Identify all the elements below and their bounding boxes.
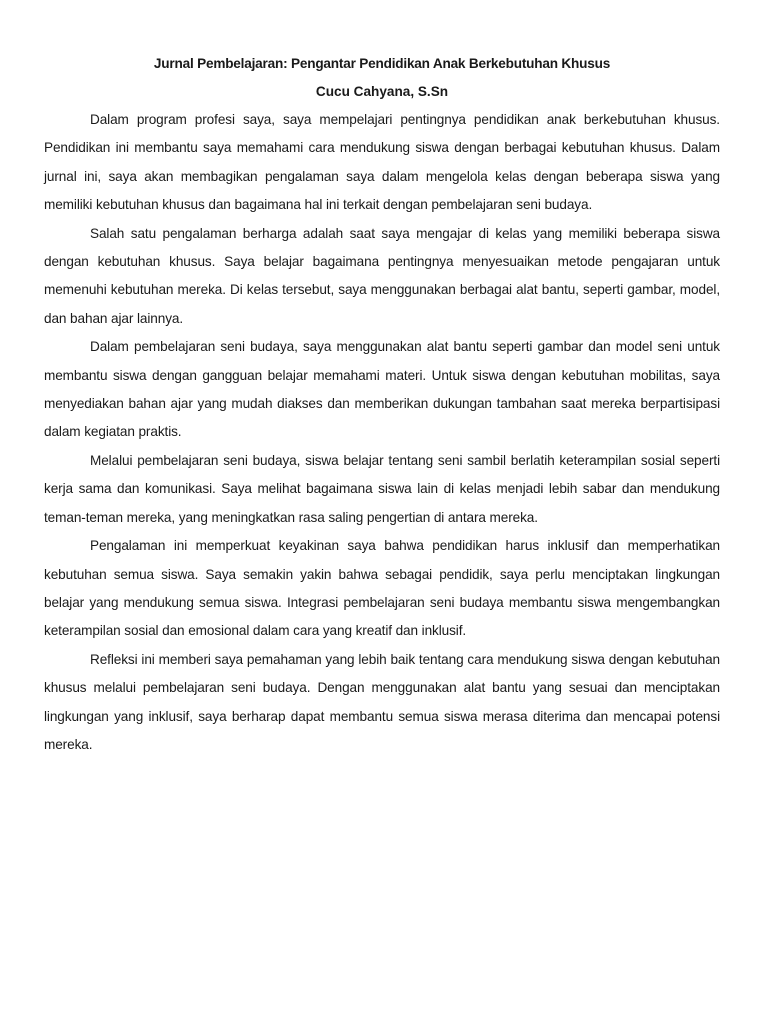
paragraph-3: Dalam pembelajaran seni budaya, saya menggunakan alat bantu seperti gambar dan model seni untuk membantu siswa dengan gangguan belajar memahami materi. Untuk siswa dengan kebutuhan mobilitas, saya menyediakan bahan ajar yang mudah diakses dan memberikan dukungan tambahan saat mereka berpartisipasi dalam kegiatan praktis. (44, 339, 720, 440)
paragraph-2: Salah satu pengalaman berharga adalah saat saya mengajar di kelas yang memiliki beberapa siswa dengan kebutuhan khusus. Saya belajar bagaimana pentingnya menyesuaikan metode pengajaran untuk memenuhi kebutuhan mereka. Di kelas tersebut, saya menggunakan berbagai alat bantu, seperti gambar, model, dan bahan ajar lainnya. (44, 225, 720, 326)
document-author: Cucu Cahyana, S.Sn (315, 84, 449, 99)
document-title: Jurnal Pembelajaran: Pengantar Pendidikan Anak Berkebutuhan Khusus (153, 56, 611, 71)
paragraph-4: Melalui pembelajaran seni budaya, siswa belajar tentang seni sambil berlatih keterampilan sosial seperti kerja sama dan komunikasi. Saya melihat bagaimana siswa lain di kelas menjadi lebih sabar dan mendukung teman-teman mereka, yang meningkatkan rasa saling pengertian di antara mereka. (44, 452, 720, 525)
paragraph-6: Refleksi ini memberi saya pemahaman yang lebih baik tentang cara mendukung siswa dengan kebutuhan khusus melalui pembelajaran seni budaya. Dengan menggunakan alat bantu yang sesuai dan menciptakan lingkungan yang inklusif, saya berharap dapat membantu semua siswa merasa diterima dan mencapai potensi mereka. (44, 651, 720, 752)
paragraph-5: Pengalaman ini memperkuat keyakinan saya bahwa pendidikan harus inklusif dan memperhatikan kebutuhan semua siswa. Saya semakin yakin bahwa sebagai pendidik, saya perlu menciptakan lingkungan belajar yang mendukung semua siswa. Integrasi pembelajaran seni budaya membantu siswa mengembangkan keterampilan sosial dan emosional dalam cara yang kreatif dan inklusif. (44, 538, 720, 639)
document-body (44, 53, 720, 759)
paragraph-1: Dalam program profesi saya, saya mempelajari pentingnya pendidikan anak berkebutuhan khusus. Pendidikan ini membantu saya memahami cara mendukung siswa dengan berbagai kebutuhan khusus. Dalam jurnal ini, saya akan membagikan pengalaman saya dalam mengelola kelas dengan beberapa siswa yang memiliki kebutuhan khusus dan bagaimana hal ini terkait dengan pembelajaran seni budaya. (44, 112, 720, 213)
